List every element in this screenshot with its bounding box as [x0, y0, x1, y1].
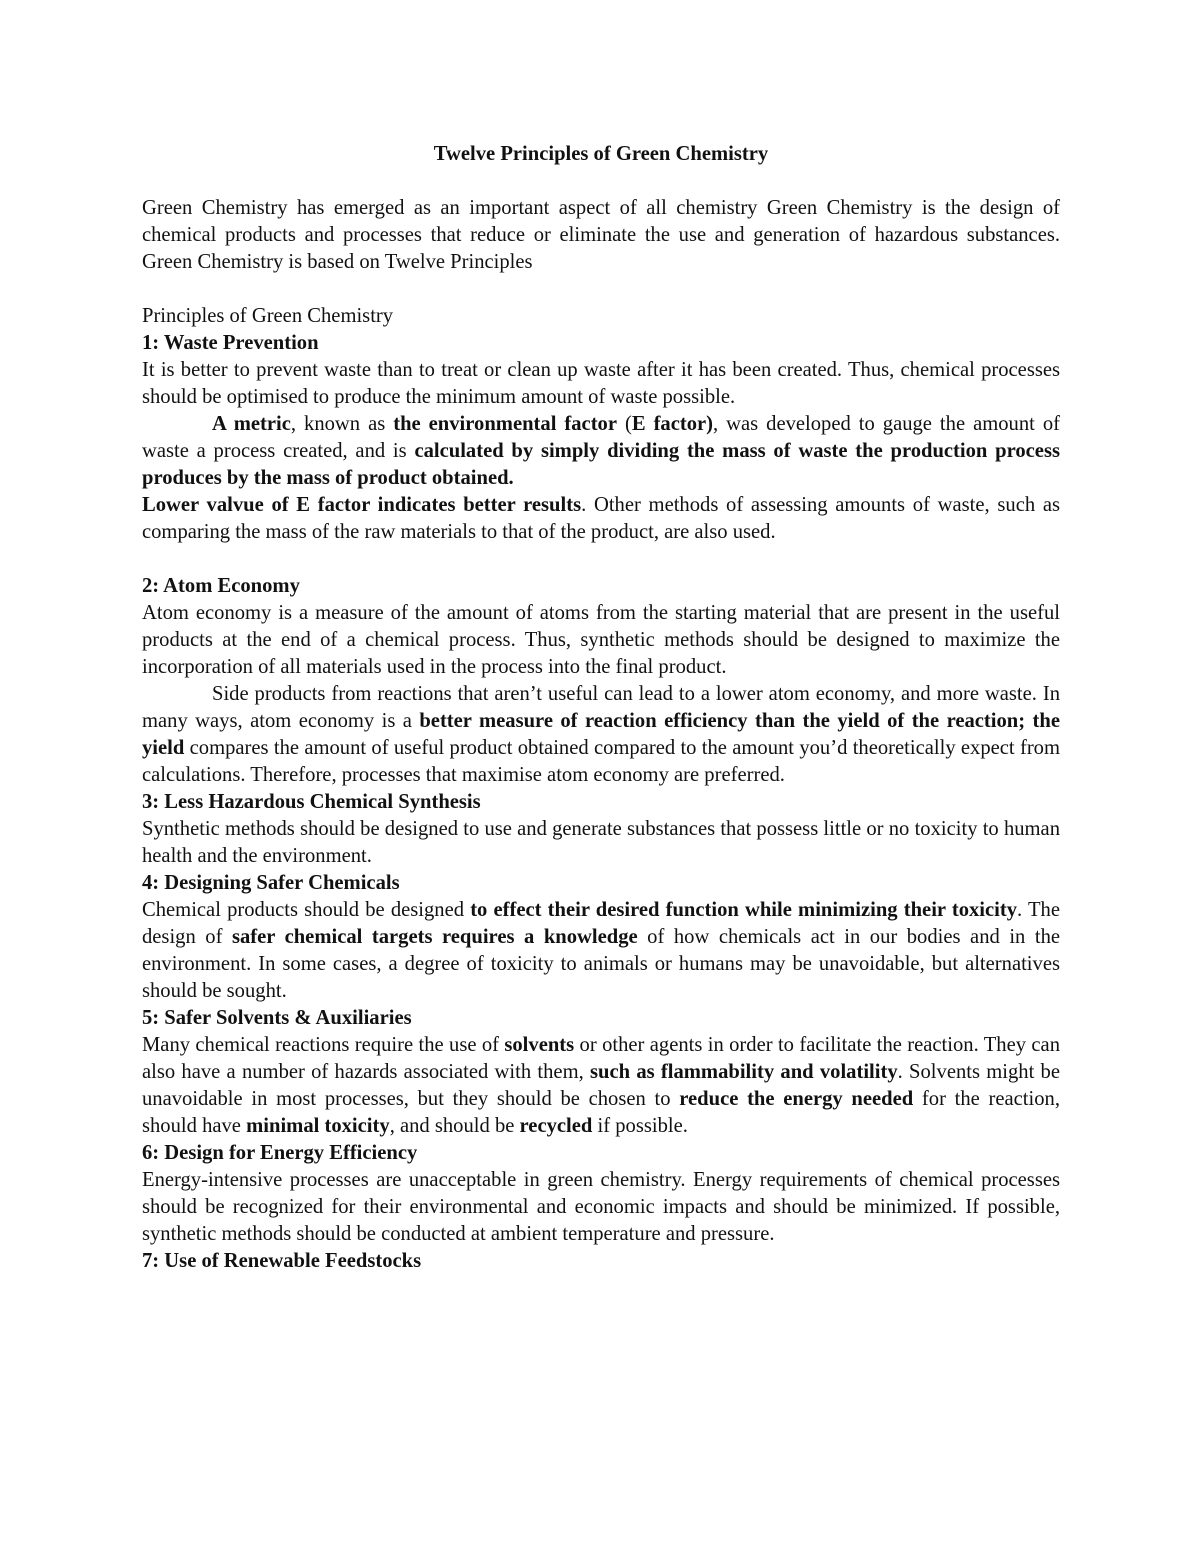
- text-run: , was developed to gauge the amount of waste a process created, and is: [142, 413, 1060, 462]
- principle-4-heading: 4: Designing Safer Chemicals: [142, 872, 400, 894]
- text-run: (: [617, 413, 632, 435]
- text-bold: solvents: [504, 1034, 575, 1056]
- principles-heading: Principles of Green Chemistry: [142, 305, 394, 327]
- principle-2-heading: 2: Atom Economy: [142, 575, 300, 597]
- text-bold: E factor): [631, 413, 714, 435]
- document-page: [142, 141, 1060, 1275]
- text-bold: reduce the energy needed: [679, 1088, 914, 1110]
- text-bold: calculated by simply dividing the mass of waste the production process produces by the mass of product obtained.: [142, 440, 1060, 489]
- principle-1-paragraph-3: [142, 492, 1060, 546]
- text-bold: safer chemical targets requires a knowledge: [231, 926, 638, 948]
- text-run: . Other methods of assessing amounts of waste, such as comparing the mass of the raw materials to that of the product, are also used.: [142, 494, 1060, 543]
- text-bold: to effect their desired function while minimizing their toxicity: [470, 899, 1018, 921]
- text-run: or other agents in order to facilitate the reaction. They can also have a number of hazards associated with them,: [142, 1034, 1060, 1083]
- text-run: Many chemical reactions require the use of: [142, 1034, 505, 1056]
- text-run: . Solvents might be unavoidable in most processes, but they should be chosen to: [142, 1061, 1060, 1110]
- principle-4-paragraph-1: [142, 897, 1060, 1005]
- principle-5-heading: 5: Safer Solvents & Auxiliaries: [142, 1007, 412, 1029]
- text-run: compares the amount of useful product obtained compared to the amount you’d theoretically expect from calculations. Therefore, processes that maximise atom economy are preferred.: [142, 737, 1060, 786]
- intro-paragraph: Green Chemistry has emerged as an important aspect of all chemistry Green Chemistry is the design of chemical products and processes that reduce or eliminate the use and generation of hazardous substances. Green Chemistry is based on Twelve Principles: [142, 197, 1060, 273]
- principle-6-paragraph-1: Energy-intensive processes are unacceptable in green chemistry. Energy requirements of chemical processes should be recognized for their environmental and economic impacts and should be minimized. If possible, synthetic methods should be conducted at ambient temperature and pressure.: [142, 1169, 1060, 1245]
- principle-1-paragraph-1: It is better to prevent waste than to treat or clean up waste after it has been created. Thus, chemical processes should be optimised to produce the minimum amount of waste possible.: [142, 359, 1060, 408]
- principle-7-heading: 7: Use of Renewable Feedstocks: [142, 1250, 422, 1272]
- principle-1-paragraph-2: [142, 411, 1060, 492]
- text-run: of how chemicals act in our bodies and in the environment. In some cases, a degree of toxicity to animals or humans may be unavoidable, but alternatives should be sought.: [142, 926, 1061, 1002]
- text-run: Side products from reactions that aren’t useful can lead to a lower atom economy, and more waste. In many ways, atom economy is a: [142, 683, 1060, 732]
- text-run: for the reaction, should have: [142, 1088, 1060, 1137]
- text-run: if possible.: [592, 1115, 688, 1137]
- principle-2-paragraph-1: Atom economy is a measure of the amount of atoms from the starting material that are present in the useful products at the end of a chemical process. Thus, synthetic methods should be designed to maximize the incorporation of all materials used in the process into the final product.: [142, 602, 1060, 678]
- document-title: Twelve Principles of Green Chemistry: [433, 143, 769, 165]
- text-bold: minimal toxicity: [246, 1115, 390, 1137]
- text-bold: the environmental factor: [393, 413, 617, 435]
- principle-2-paragraph-2: [142, 681, 1060, 789]
- text-run: . The design of: [142, 899, 1060, 948]
- text-bold: such as flammability and volatility: [590, 1061, 898, 1083]
- principle-5-paragraph-1: [142, 1032, 1060, 1140]
- text-run: , known as: [290, 413, 394, 435]
- principle-3-paragraph-1: Synthetic methods should be designed to use and generate substances that possess little or no toxicity to human health and the environment.: [142, 818, 1060, 867]
- text-bold: Lower valvue of E factor indicates better results: [142, 494, 582, 516]
- text-bold: A metric: [212, 413, 291, 435]
- text-run: , and should be: [389, 1115, 520, 1137]
- principle-1-heading: 1: Waste Prevention: [142, 332, 319, 354]
- text-bold: recycled: [519, 1115, 593, 1137]
- text-bold: better measure of reaction efficiency than the yield of the reaction; the yield: [142, 710, 1060, 759]
- text-run: Chemical products should be designed: [142, 899, 471, 921]
- principle-6-heading: 6: Design for Energy Efficiency: [142, 1142, 418, 1164]
- principle-3-heading: 3: Less Hazardous Chemical Synthesis: [142, 791, 481, 813]
